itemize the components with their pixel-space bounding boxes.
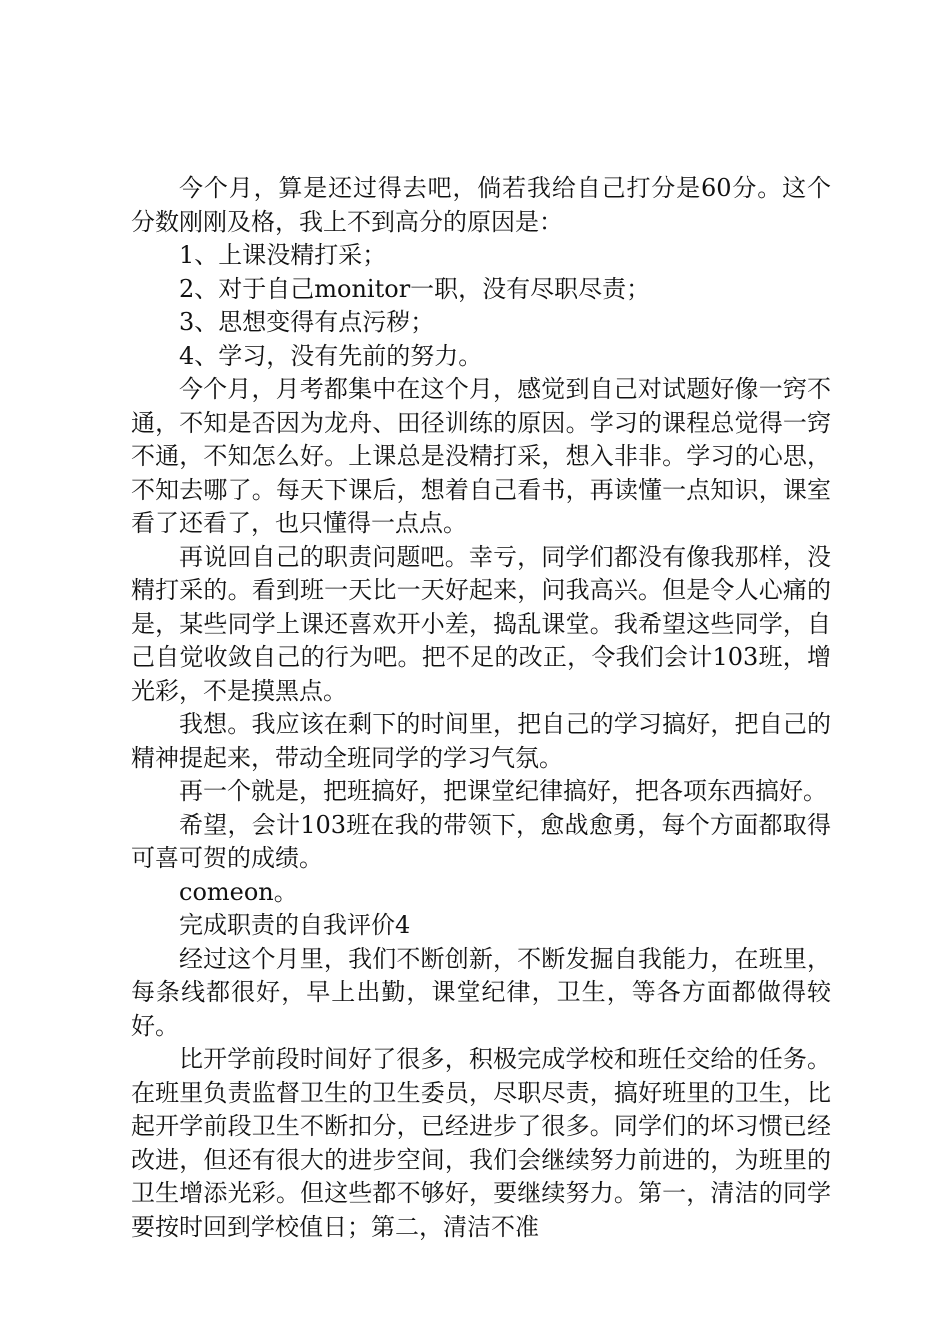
paragraph-intro: 今个月，算是还过得去吧，倘若我给自己打分是60分。这个分数刚刚及格，我上不到高分的原因是： bbox=[131, 174, 831, 236]
paragraph-month: 经过这个月里，我们不断创新，不断发掘自我能力，在班里，每条线都很好，早上出勤，课堂纪律，卫生，等各方面都做得较好。 bbox=[131, 944, 831, 1040]
paragraph-plan: 我想。我应该在剩下的时间里，把自己的学习搞好，把自己的精神提起来，带动全班同学的学习气氛。 bbox=[131, 710, 831, 772]
paragraph-duty: 再说回自己的职责问题吧。幸亏，同学们都没有像我那样，没精打采的。看到班一天比一天好起来，问我高兴。但是令人心痛的是，某些同学上课还喜欢开小差，捣乱课堂。我希望这些同学，自己自觉收敛自己的行为吧。把不足的改正，令我们会计103班，增光彩，不是摸黑点。 bbox=[131, 542, 831, 705]
list-item-1: 1、上课没精打采； bbox=[179, 241, 387, 269]
paragraph-hope: 希望，会计103班在我的带领下，愈战愈勇，每个方面都取得可喜可贺的成绩。 bbox=[131, 810, 831, 872]
paragraph-hygiene: 比开学前段时间好了很多，积极完成学校和班任交给的任务。在班里负责监督卫生的卫生委员，尽职尽责，搞好班里的卫生，比起开学前段卫生不断扣分，已经进步了很多。同学们的坏习惯已经改进，但还有很大的进步空间，我们会继续努力前进的，为班里的卫生增添光彩。但这些都不够好，要继续努力。第一，清洁的同学要按时回到学校值日；第二，清洁不准 bbox=[131, 1045, 831, 1241]
paragraph-exam: 今个月，月考都集中在这个月，感觉到自己对试题好像一窍不通，不知是否因为龙舟、田径训练的原因。学习的课程总觉得一窍不通，不知怎么好。上课总是没精打采，想入非非。学习的心思，不知去哪了。每天下课后，想着自己看书，再读懂一点知识，课室看了还看了，也只懂得一点点。 bbox=[131, 375, 831, 537]
paragraph-class: 再一个就是，把班搞好，把课堂纪律搞好，把各项东西搞好。 bbox=[179, 777, 827, 805]
list-item-3: 3、思想变得有点污秽； bbox=[179, 308, 435, 336]
document-body bbox=[131, 172, 831, 1244]
list-item-4: 4、学习，没有先前的努力。 bbox=[179, 341, 483, 370]
paragraph-comeon: comeon。 bbox=[179, 877, 298, 906]
list-item-2: 2、对于自己monitor一职，没有尽职尽责； bbox=[179, 274, 651, 303]
section-heading: 完成职责的自我评价4 bbox=[179, 911, 411, 939]
